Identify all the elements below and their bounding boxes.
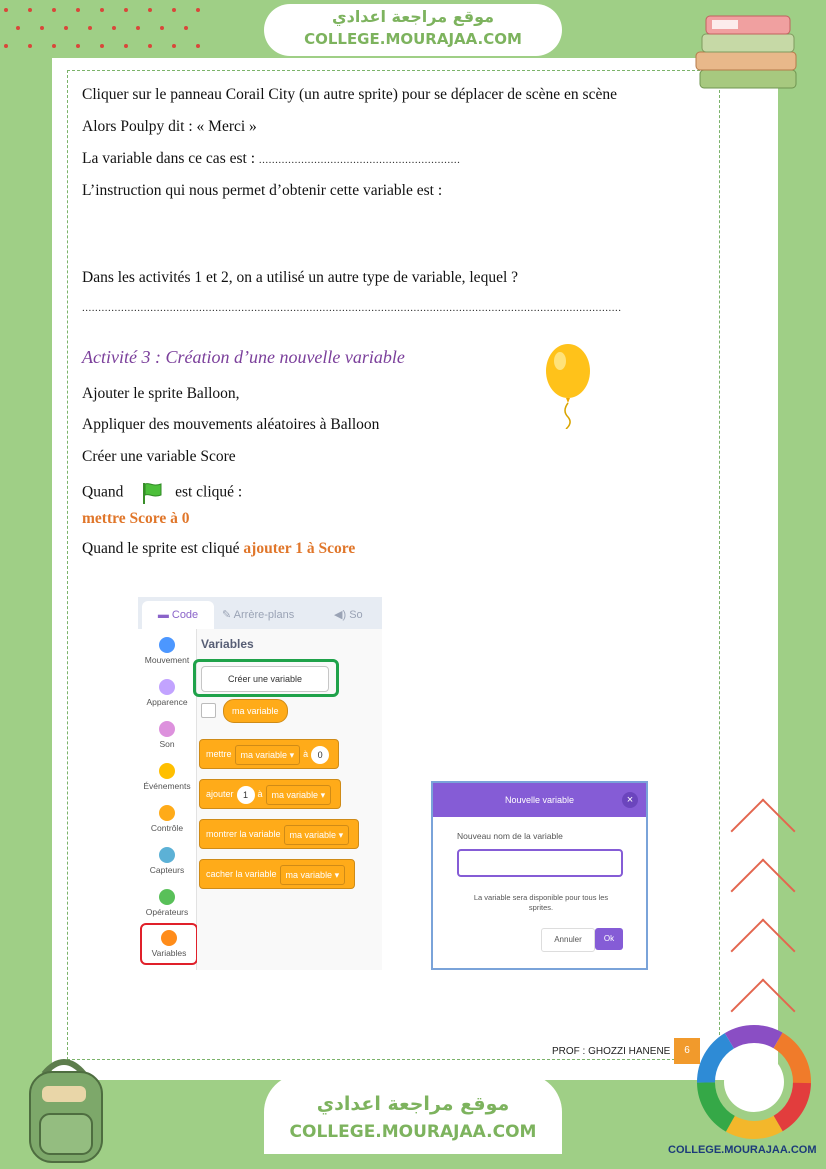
decor-dots-top: [0, 8, 200, 14]
header-site: COLLEGE.MOURAJAA.COM: [304, 30, 522, 48]
sensing-dot-icon: [159, 847, 175, 863]
tab-code-label: Code: [171, 609, 199, 621]
tab-code[interactable]: [142, 601, 214, 629]
balloon-icon: [540, 343, 596, 429]
activity3-step-6: [82, 540, 355, 558]
by-label: à: [257, 789, 263, 799]
question-variable-text: La variable dans ce cas est :: [82, 150, 259, 167]
category-control-label: Contrôle: [150, 823, 184, 833]
instruction-line-2: Alors Poulpy dit : « Merci »: [82, 118, 257, 135]
variable-reporter[interactable]: ma variable: [223, 699, 288, 723]
sound-dot-icon: [159, 721, 175, 737]
set-label: mettre: [206, 749, 232, 759]
category-control[interactable]: [138, 805, 196, 833]
category-sensing-label: Capteurs: [149, 865, 185, 875]
activity3-step-4: [82, 480, 242, 506]
ok-button[interactable]: Ok: [595, 928, 623, 950]
variable-checkbox[interactable]: [201, 703, 216, 718]
prof-name: PROF : GHOZZI HANENE: [552, 1046, 671, 1057]
green-flag-icon: [139, 480, 165, 506]
books-illustration: [692, 8, 804, 94]
change-dropdown-value: ma variable: [271, 789, 319, 800]
set-variable-dropdown[interactable]: [235, 745, 301, 765]
tab-backdrops-label: Arrère-plans: [233, 609, 295, 621]
category-list: [138, 629, 197, 970]
set-dropdown-value: ma variable: [240, 749, 288, 760]
category-variables-label: Variables: [151, 948, 187, 958]
decor-dots-bottom: [0, 44, 200, 50]
question-variable: [82, 150, 460, 168]
footer-arabic: موقع مراجعة اعدادي: [316, 1093, 510, 1115]
scratch-code-panel: [138, 597, 382, 970]
activity3-step-5: mettre Score à 0: [82, 510, 190, 527]
page-number: 6: [674, 1038, 700, 1064]
dialog-title: Nouvelle variable: [504, 795, 575, 805]
operators-dot-icon: [159, 889, 175, 905]
activity3-step-2: Appliquer des mouvements aléatoires à Balloon: [82, 416, 380, 433]
category-operators-label: Opérateurs: [145, 907, 189, 917]
new-variable-dialog: [431, 781, 648, 970]
hide-label: cacher la variable: [206, 869, 277, 879]
chevron-down-icon: ▾: [334, 869, 340, 880]
header-banner[interactable]: [264, 4, 562, 56]
logo-caption: COLLEGE.MOURAJAA.COM: [668, 1144, 817, 1156]
dialog-note: La variable sera disponible pour tous les sprites.: [473, 893, 609, 912]
control-dot-icon: [159, 805, 175, 821]
clicked-label: est cliqué :: [175, 483, 243, 501]
header-arabic: موقع مراجعة اعدادي: [331, 7, 495, 26]
show-variable-dropdown[interactable]: [284, 825, 350, 845]
palette-heading: Variables: [201, 637, 254, 651]
hide-dropdown-value: ma variable: [285, 869, 333, 880]
code-icon: ▬: [157, 609, 169, 621]
tab-sounds[interactable]: [334, 601, 382, 629]
category-motion[interactable]: [138, 637, 196, 665]
tab-sounds-label: So: [349, 609, 363, 621]
variable-name-input[interactable]: [457, 849, 623, 877]
category-sensing[interactable]: [138, 847, 196, 875]
show-variable-block[interactable]: [199, 819, 359, 849]
close-icon[interactable]: ×: [622, 792, 638, 808]
activity3-step-3: Créer une variable Score: [82, 448, 236, 465]
change-value-input[interactable]: 1: [237, 786, 255, 804]
decor-dots-mid: [0, 26, 200, 32]
tab-backdrops[interactable]: [222, 601, 322, 629]
speaker-icon: ◀): [334, 609, 347, 621]
footer-site: COLLEGE.MOURAJAA.COM: [289, 1122, 537, 1142]
brush-icon: ✎: [222, 609, 232, 621]
add-score-text: ajouter 1 à Score: [243, 540, 356, 557]
events-dot-icon: [159, 763, 175, 779]
create-variable-button[interactable]: Créer une variable: [201, 666, 329, 692]
category-looks[interactable]: [138, 679, 196, 707]
category-variables[interactable]: [140, 923, 198, 965]
set-variable-block[interactable]: [199, 739, 339, 769]
set-value-input[interactable]: 0: [311, 746, 329, 764]
category-sound[interactable]: [138, 721, 196, 749]
block-palette: [197, 629, 382, 970]
change-variable-block[interactable]: [199, 779, 341, 809]
dialog-field-label: Nouveau nom de la variable: [457, 831, 563, 841]
scratch-tabs: [138, 597, 382, 629]
chevron-down-icon: ▾: [289, 749, 295, 760]
answer-blank-2: ......................................................................................................................................................................: [82, 302, 622, 314]
looks-dot-icon: [159, 679, 175, 695]
to-label: à: [303, 749, 309, 759]
hide-variable-dropdown[interactable]: [280, 865, 346, 885]
chevron-down-icon: ▾: [320, 789, 326, 800]
category-events[interactable]: [138, 763, 196, 791]
footer-banner[interactable]: [264, 1074, 562, 1154]
question-instruction: L’instruction qui nous permet d’obtenir cette variable est :: [82, 182, 443, 199]
question-type: Dans les activités 1 et 2, on a utilisé un autre type de variable, lequel ?: [82, 269, 519, 286]
change-label: ajouter: [206, 789, 234, 799]
dialog-header: [433, 783, 646, 817]
hide-variable-block[interactable]: [199, 859, 355, 889]
motion-dot-icon: [159, 637, 175, 653]
variables-dot-icon: [161, 930, 177, 946]
category-looks-label: Apparence: [146, 697, 188, 707]
category-events-label: Événements: [143, 781, 191, 791]
show-dropdown-value: ma variable: [289, 829, 337, 840]
category-operators[interactable]: [138, 889, 196, 917]
answer-blank-1: ..............................................................: [258, 154, 461, 166]
cancel-button[interactable]: Annuler: [541, 928, 595, 952]
change-variable-dropdown[interactable]: [266, 785, 332, 805]
show-label: montrer la variable: [206, 829, 281, 839]
activity3-title: Activité 3 : Création d’une nouvelle variable: [82, 347, 405, 367]
sprite-clicked-text: Quand le sprite est cliqué: [82, 540, 244, 557]
instruction-line-1: Cliquer sur le panneau Corail City (un autre sprite) pour se déplacer de scène en scène: [82, 86, 617, 103]
activity3-step-1: Ajouter le sprite Balloon,: [82, 385, 240, 402]
backpack-illustration: [14, 1054, 114, 1166]
college-logo-icon: [694, 1024, 820, 1142]
when-label: Quand: [82, 483, 124, 501]
category-sound-label: Son: [159, 739, 175, 749]
category-motion-label: Mouvement: [144, 655, 190, 665]
chevron-down-icon: ▾: [338, 829, 344, 840]
